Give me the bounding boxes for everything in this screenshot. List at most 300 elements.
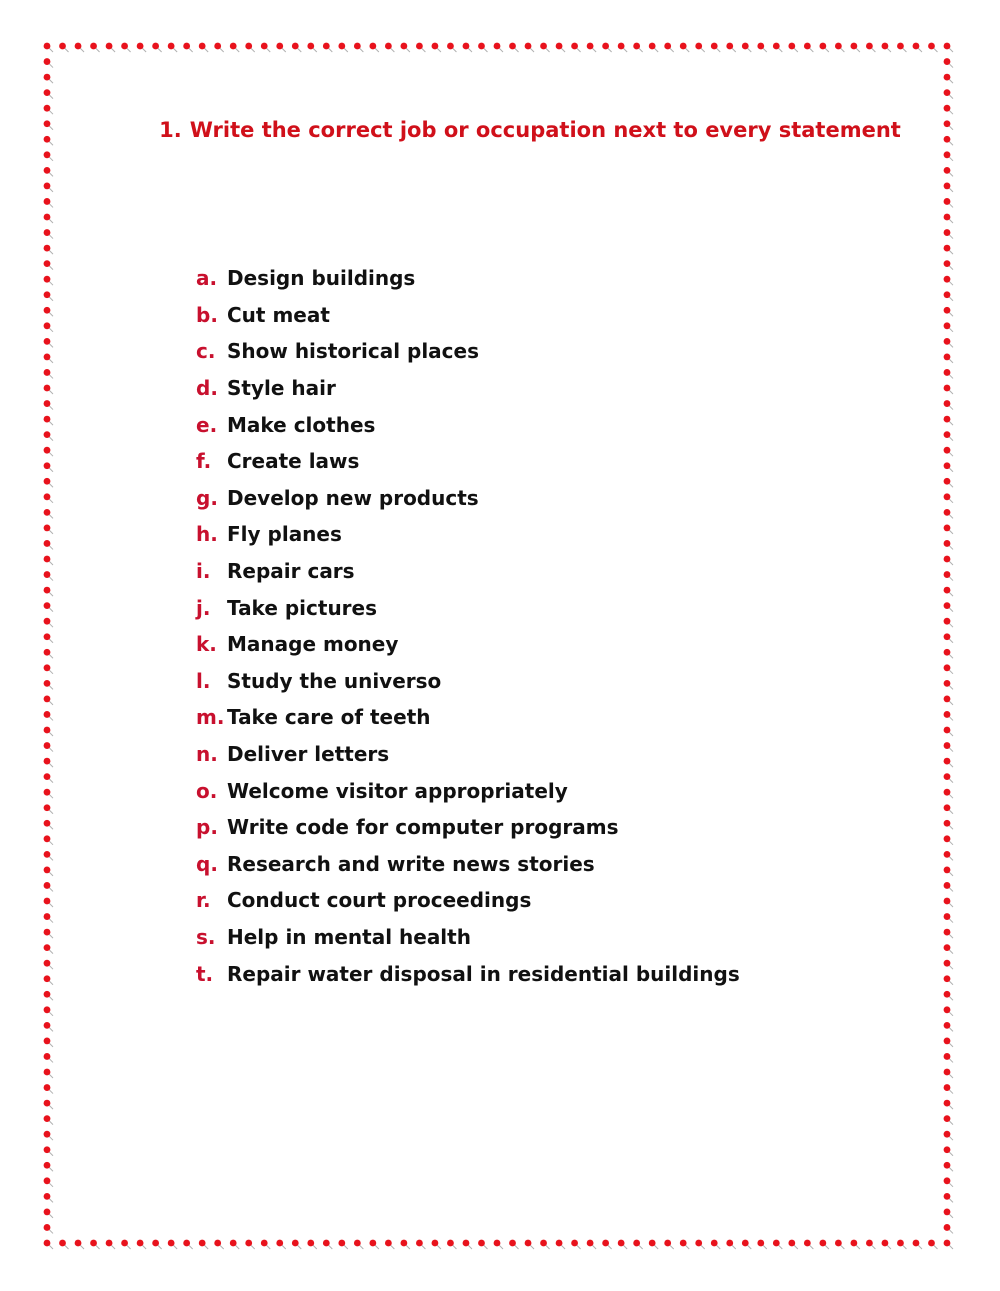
border-pin — [944, 1100, 953, 1109]
border-pin — [944, 74, 953, 83]
border-pin — [44, 867, 53, 876]
border-pin — [44, 1224, 53, 1233]
border-pin — [944, 571, 953, 580]
border-pin — [944, 633, 953, 642]
border-pin — [944, 509, 953, 518]
border-pin — [245, 43, 254, 52]
border-pin — [944, 1224, 953, 1233]
border-pin — [106, 43, 115, 52]
item-letter: a. — [196, 266, 218, 291]
border-pin — [44, 307, 53, 316]
border-pin — [944, 183, 953, 192]
border-pin — [944, 1162, 953, 1171]
border-pin — [835, 43, 844, 52]
border-pin — [478, 43, 487, 52]
statement-item — [196, 663, 740, 700]
border-pin — [540, 43, 549, 52]
item-letter: k. — [196, 632, 217, 657]
border-pin — [44, 898, 53, 907]
border-pin — [75, 43, 84, 52]
border-pin — [649, 43, 658, 52]
border-pin — [695, 1240, 704, 1249]
border-pin — [44, 151, 53, 160]
border-pin — [44, 633, 53, 642]
border-pin — [44, 1162, 53, 1171]
border-pin — [556, 1240, 565, 1249]
border-pin — [944, 89, 953, 98]
border-pin — [944, 696, 953, 705]
border-pin — [168, 1240, 177, 1249]
border-pin — [44, 1084, 53, 1093]
border-pin — [90, 43, 99, 52]
item-text: Fly planes — [227, 522, 342, 547]
border-pin — [44, 416, 53, 425]
border-pin — [44, 74, 53, 83]
border-pin — [494, 1240, 503, 1249]
border-pin — [121, 1240, 130, 1249]
border-pin — [44, 1193, 53, 1202]
item-letter: b. — [196, 302, 218, 327]
border-pin — [338, 43, 347, 52]
border-pin — [292, 43, 301, 52]
border-pin — [44, 229, 53, 238]
border-pin — [944, 1177, 953, 1186]
item-text: Study the universo — [227, 668, 442, 693]
border-pin — [44, 509, 53, 518]
statement-list — [196, 260, 740, 992]
border-pin — [183, 43, 192, 52]
border-pin — [944, 525, 953, 534]
border-pin — [944, 975, 953, 984]
border-pin — [944, 462, 953, 471]
border-pin — [44, 1240, 53, 1249]
border-pin — [944, 105, 953, 114]
border-pin — [369, 43, 378, 52]
border-pin — [44, 493, 53, 502]
border-pin — [44, 696, 53, 705]
border-pin — [835, 1240, 844, 1249]
border-pin — [913, 1240, 922, 1249]
border-pin — [44, 1022, 53, 1031]
border-pin — [944, 1193, 953, 1202]
border-pin — [944, 120, 953, 129]
border-pin — [944, 742, 953, 751]
border-pin — [897, 43, 906, 52]
border-pin — [633, 1240, 642, 1249]
border-pin — [44, 369, 53, 378]
border-pin — [525, 43, 534, 52]
border-pin — [618, 43, 627, 52]
border-pin — [944, 882, 953, 891]
border-pin — [44, 680, 53, 689]
border-pin — [44, 1038, 53, 1047]
border-pin — [44, 960, 53, 969]
item-text: Take pictures — [227, 595, 378, 620]
border-pin — [587, 1240, 596, 1249]
border-pin — [137, 1240, 146, 1249]
border-pin — [944, 867, 953, 876]
statement-item — [196, 370, 740, 407]
border-pin — [44, 991, 53, 1000]
statement-item — [196, 589, 740, 626]
border-pin — [850, 43, 859, 52]
border-pin — [44, 198, 53, 207]
border-pin — [726, 43, 735, 52]
border-pin — [44, 664, 53, 673]
border-pin — [571, 1240, 580, 1249]
border-pin — [400, 43, 409, 52]
statement-item — [196, 443, 740, 480]
border-pin — [307, 1240, 316, 1249]
statement-item — [196, 406, 740, 443]
item-text: Take care of teeth — [227, 705, 431, 730]
border-pin — [44, 354, 53, 363]
border-pin — [44, 711, 53, 720]
border-pin — [59, 43, 68, 52]
border-pin — [44, 727, 53, 736]
border-pin — [44, 1100, 53, 1109]
border-pin — [416, 43, 425, 52]
border-pin — [944, 664, 953, 673]
border-pin — [44, 338, 53, 347]
item-text: Welcome visitor appropriately — [227, 778, 568, 803]
item-text: Develop new products — [227, 485, 479, 510]
border-pin — [106, 1240, 115, 1249]
border-pin — [59, 1240, 68, 1249]
border-pin — [944, 727, 953, 736]
border-pin — [944, 587, 953, 596]
border-pin — [944, 229, 953, 238]
border-pin — [944, 898, 953, 907]
border-pin — [44, 540, 53, 549]
statement-item — [196, 882, 740, 919]
border-pin — [44, 105, 53, 114]
border-pin — [804, 43, 813, 52]
border-pin — [944, 1131, 953, 1140]
item-letter: c. — [196, 339, 216, 364]
border-pin — [944, 260, 953, 269]
border-pin — [509, 1240, 518, 1249]
statement-item — [196, 260, 740, 297]
border-pin — [44, 913, 53, 922]
border-pin — [44, 556, 53, 565]
item-text: Make clothes — [227, 412, 376, 437]
border-pin — [214, 43, 223, 52]
border-pin — [369, 1240, 378, 1249]
border-pin — [773, 43, 782, 52]
border-pin — [571, 43, 580, 52]
border-pin — [944, 1115, 953, 1124]
border-pin — [400, 1240, 409, 1249]
border-pin — [44, 214, 53, 223]
item-letter: o. — [196, 778, 218, 803]
statement-item — [196, 699, 740, 736]
border-pin — [44, 89, 53, 98]
border-pin — [944, 322, 953, 331]
border-pin — [944, 789, 953, 798]
item-letter: q. — [196, 851, 218, 876]
border-pin — [944, 245, 953, 254]
border-pin — [944, 1069, 953, 1078]
border-pin — [944, 618, 953, 627]
border-pin — [44, 43, 53, 52]
border-pin — [944, 944, 953, 953]
border-pin — [44, 571, 53, 580]
border-pin — [44, 447, 53, 456]
border-pin — [680, 1240, 689, 1249]
border-pin — [463, 1240, 472, 1249]
border-pin — [44, 183, 53, 192]
border-pin — [152, 1240, 161, 1249]
border-pin — [75, 1240, 84, 1249]
title-number: 1. — [159, 118, 182, 142]
border-pin — [882, 1240, 891, 1249]
worksheet-title — [150, 112, 910, 149]
item-letter: p. — [196, 815, 218, 840]
border-pin — [44, 1131, 53, 1140]
statement-item — [196, 626, 740, 663]
border-pin — [726, 1240, 735, 1249]
border-pin — [944, 1209, 953, 1218]
border-pin — [944, 214, 953, 223]
border-pin — [819, 43, 828, 52]
border-pin — [354, 43, 363, 52]
statement-item — [196, 772, 740, 809]
border-pin — [804, 1240, 813, 1249]
border-pin — [944, 556, 953, 565]
item-text: Research and write news stories — [227, 851, 595, 876]
border-pin — [44, 789, 53, 798]
border-pin — [633, 43, 642, 52]
border-pin — [432, 1240, 441, 1249]
border-pin — [944, 913, 953, 922]
item-letter: d. — [196, 376, 218, 401]
border-pin — [44, 58, 53, 67]
statement-item — [196, 846, 740, 883]
title-text: Write the correct job or occupation next to every statement — [189, 118, 901, 142]
border-pin — [44, 587, 53, 596]
border-pin — [199, 1240, 208, 1249]
border-pin — [44, 1209, 53, 1218]
border-pin — [44, 882, 53, 891]
item-letter: s. — [196, 924, 216, 949]
border-pin — [944, 447, 953, 456]
border-pin — [44, 975, 53, 984]
statement-item — [196, 553, 740, 590]
border-pin — [882, 43, 891, 52]
border-pin — [199, 43, 208, 52]
border-pin — [944, 1146, 953, 1155]
border-pin — [44, 431, 53, 440]
statement-item — [196, 333, 740, 370]
statement-item — [196, 955, 740, 992]
border-pin — [183, 1240, 192, 1249]
border-pin — [385, 43, 394, 52]
border-pin — [944, 804, 953, 813]
border-pin — [307, 43, 316, 52]
border-pin — [44, 400, 53, 409]
border-pin — [44, 773, 53, 782]
border-pin — [944, 493, 953, 502]
border-pin — [463, 43, 472, 52]
border-pin — [44, 525, 53, 534]
border-pin — [44, 1069, 53, 1078]
item-letter: i. — [196, 559, 211, 584]
border-pin — [168, 43, 177, 52]
border-pin — [230, 43, 239, 52]
statement-item — [196, 736, 740, 773]
border-pin — [944, 929, 953, 938]
item-text: Cut meat — [227, 302, 330, 327]
border-pin — [742, 1240, 751, 1249]
border-pin — [944, 1053, 953, 1062]
border-pin — [944, 540, 953, 549]
border-pin — [944, 851, 953, 860]
border-pin — [944, 43, 953, 52]
border-pin — [944, 1084, 953, 1093]
border-pin — [44, 136, 53, 145]
item-letter: n. — [196, 742, 218, 767]
border-pin — [509, 43, 518, 52]
border-pin — [276, 43, 285, 52]
border-pin — [44, 1115, 53, 1124]
border-pin — [44, 649, 53, 658]
border-pin — [44, 929, 53, 938]
border-pin — [788, 43, 797, 52]
statement-item — [196, 516, 740, 553]
border-pin — [44, 260, 53, 269]
border-pin — [757, 43, 766, 52]
border-pin — [44, 291, 53, 300]
item-letter: g. — [196, 485, 218, 510]
border-pin — [323, 1240, 332, 1249]
border-pin — [928, 43, 937, 52]
border-pin — [261, 1240, 270, 1249]
border-pin — [944, 758, 953, 767]
border-pin — [602, 1240, 611, 1249]
item-text: Deliver letters — [227, 742, 390, 767]
item-letter: e. — [196, 412, 218, 437]
border-pin — [944, 711, 953, 720]
border-pin — [850, 1240, 859, 1249]
border-pin — [152, 43, 161, 52]
border-pin — [788, 1240, 797, 1249]
border-pin — [944, 354, 953, 363]
border-pin — [44, 1146, 53, 1155]
item-text: Design buildings — [227, 266, 416, 291]
border-pin — [44, 851, 53, 860]
border-pin — [602, 43, 611, 52]
border-pin — [44, 276, 53, 285]
border-pin — [944, 151, 953, 160]
statement-item — [196, 480, 740, 517]
statement-item — [196, 809, 740, 846]
border-pin — [944, 369, 953, 378]
border-pin — [944, 276, 953, 285]
border-pin — [944, 773, 953, 782]
border-pin — [44, 385, 53, 394]
border-pin — [44, 742, 53, 751]
border-pin — [44, 1053, 53, 1062]
item-text: Manage money — [227, 632, 399, 657]
border-pin — [866, 43, 875, 52]
statement-item — [196, 297, 740, 334]
border-pin — [494, 43, 503, 52]
border-pin — [44, 618, 53, 627]
border-pin — [742, 43, 751, 52]
statement-item — [196, 919, 740, 956]
border-pin — [44, 478, 53, 487]
border-pin — [556, 43, 565, 52]
border-pin — [432, 43, 441, 52]
border-pin — [44, 835, 53, 844]
border-pin — [44, 944, 53, 953]
item-text: Write code for computer programs — [227, 815, 619, 840]
border-pin — [944, 835, 953, 844]
border-pin — [44, 1006, 53, 1015]
item-text: Style hair — [227, 376, 336, 401]
item-letter: r. — [196, 888, 211, 913]
item-text: Repair cars — [227, 559, 355, 584]
border-pin — [711, 43, 720, 52]
border-pin — [44, 167, 53, 176]
item-text: Show historical places — [227, 339, 480, 364]
border-pin — [944, 338, 953, 347]
border-pin — [944, 198, 953, 207]
item-letter: t. — [196, 961, 214, 986]
border-pin — [680, 43, 689, 52]
item-letter: f. — [196, 449, 212, 474]
border-pin — [944, 307, 953, 316]
border-pin — [525, 1240, 534, 1249]
border-pin — [695, 43, 704, 52]
border-pin — [354, 1240, 363, 1249]
border-pin — [711, 1240, 720, 1249]
border-pin — [447, 1240, 456, 1249]
border-pin — [587, 43, 596, 52]
border-pin — [618, 1240, 627, 1249]
border-pin — [44, 120, 53, 129]
border-pin — [944, 136, 953, 145]
border-pin — [338, 1240, 347, 1249]
border-pin — [478, 1240, 487, 1249]
border-pin — [944, 1240, 953, 1249]
border-pin — [664, 1240, 673, 1249]
border-pin — [944, 431, 953, 440]
border-pin — [385, 1240, 394, 1249]
border-pin — [944, 291, 953, 300]
border-pin — [137, 43, 146, 52]
border-pin — [944, 602, 953, 611]
border-pin — [944, 385, 953, 394]
border-pin — [944, 416, 953, 425]
border-pin — [944, 680, 953, 689]
border-pin — [773, 1240, 782, 1249]
border-pin — [944, 400, 953, 409]
border-pin — [540, 1240, 549, 1249]
border-pin — [897, 1240, 906, 1249]
border-pin — [44, 758, 53, 767]
border-pin — [928, 1240, 937, 1249]
border-pin — [230, 1240, 239, 1249]
border-pin — [944, 478, 953, 487]
border-pin — [944, 649, 953, 658]
border-pin — [944, 960, 953, 969]
border-pin — [866, 1240, 875, 1249]
item-text: Create laws — [227, 449, 360, 474]
border-pin — [276, 1240, 285, 1249]
border-pin — [245, 1240, 254, 1249]
